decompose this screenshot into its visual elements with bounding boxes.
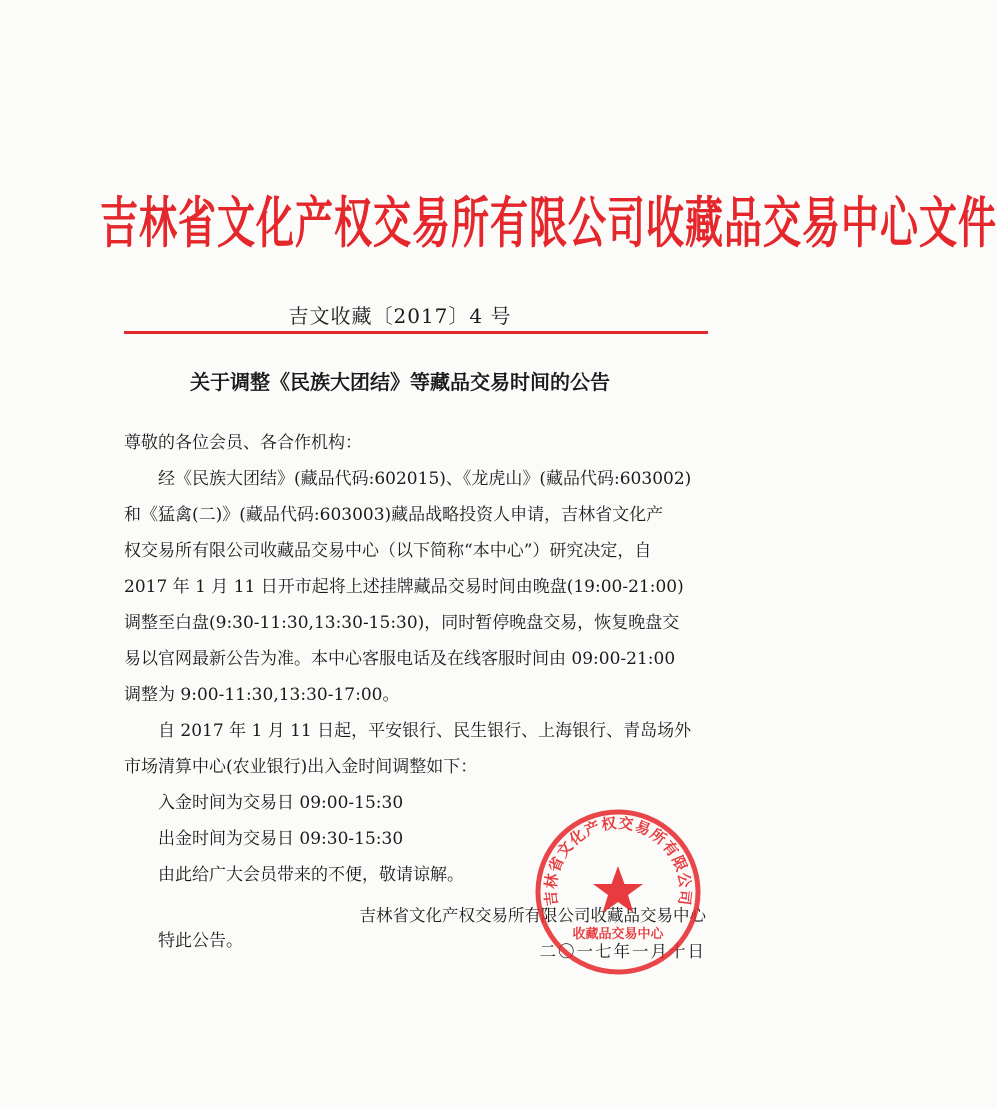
official-seal-icon	[532, 806, 704, 978]
paragraph-line: 权交易所有限公司收藏品交易中心（以下简称“本中心”）研究决定，自	[124, 541, 652, 561]
seal-star-icon	[593, 866, 643, 913]
issuer-signature: 吉林省文化产权交易所有限公司收藏品交易中心	[359, 906, 706, 925]
salutation: 尊敬的各位会员、各合作机构：	[124, 433, 362, 453]
paragraph-line: 和《猛禽(二)》(藏品代码:603003)藏品战略投资人申请，吉林省文化产	[124, 505, 664, 525]
withdraw-time: 出金时间为交易日 09:30-15:30	[158, 829, 404, 849]
paragraph-line: 2017 年 1 月 11 日开市起将上述挂牌藏品交易时间由晚盘(19:00-21:00)	[124, 577, 684, 597]
issue-date: 二〇一七年一月十日	[539, 942, 706, 961]
paragraph-line: 自 2017 年 1 月 11 日起，平安银行、民生银行、上海银行、青岛场外	[158, 721, 692, 741]
red-divider-line	[124, 331, 708, 334]
document-number: 吉文收藏〔2017〕4 号	[288, 304, 512, 328]
paragraph-line: 易以官网最新公告为准。本中心客服电话及在线客服时间由 09:00-21:00	[124, 649, 676, 669]
paragraph-line: 市场清算中心(农业银行)出入金时间调整如下：	[124, 757, 478, 777]
red-header-title: 吉林省文化产权交易所有限公司收藏品交易中心文件	[100, 189, 997, 255]
notice-title: 关于调整《民族大团结》等藏品交易时间的公告	[190, 370, 610, 394]
svg-text:收藏品交易中心: 收藏品交易中心	[572, 927, 664, 942]
paragraph-line: 调整至白盘(9:30-11:30,13:30-15:30)，同时暂停晚盘交易，恢复晚盘交	[124, 613, 680, 633]
paragraph-line: 经《民族大团结》(藏品代码:602015)、《龙虎山》(藏品代码:603002)	[158, 469, 692, 489]
deposit-time: 入金时间为交易日 09:00-15:30	[158, 793, 404, 813]
apology-line: 由此给广大会员带来的不便，敬请谅解。	[158, 865, 464, 885]
paragraph-line: 调整为 9:00-11:30,13:30-17:00。	[124, 685, 400, 705]
closing-line: 特此公告。	[158, 931, 243, 951]
svg-text:吉林省文化产权交易所有限公司: 吉林省文化产权交易所有限公司	[541, 813, 695, 907]
